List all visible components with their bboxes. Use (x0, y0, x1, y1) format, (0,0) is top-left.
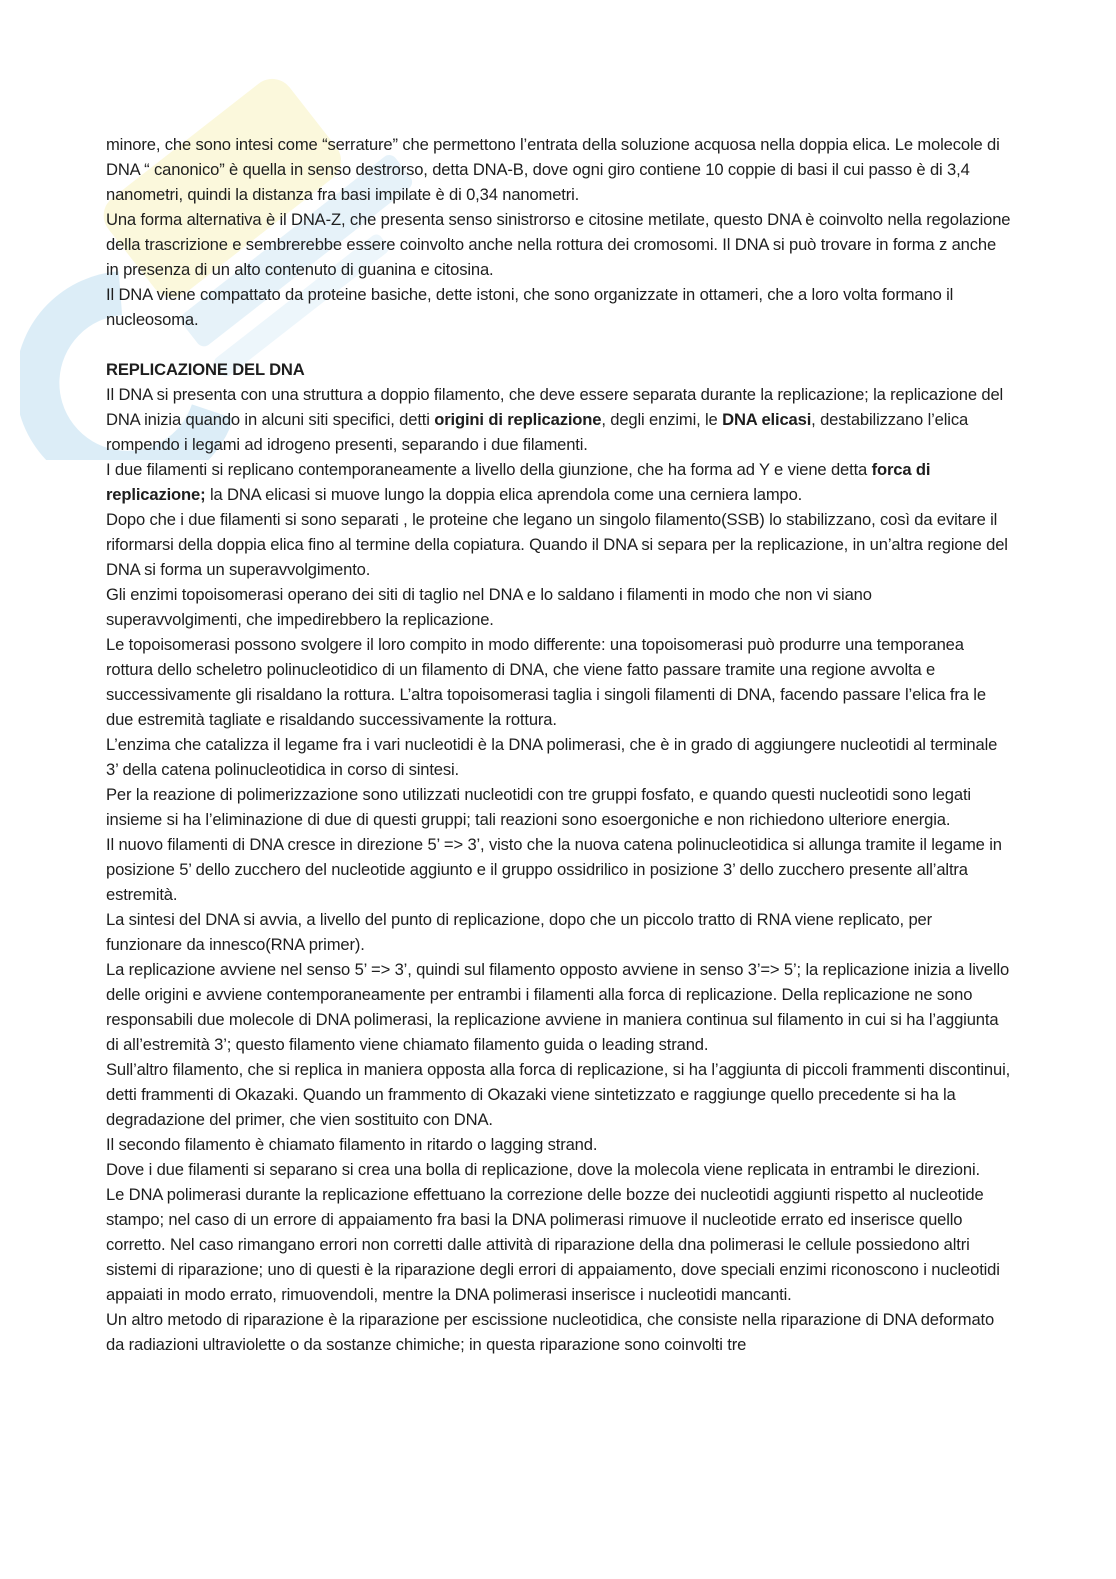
bold-term: origini di replicazione (434, 410, 602, 429)
paragraph: Una forma alternativa è il DNA-Z, che presenta senso sinistrorso e citosine metilate, questo DNA è coinvolto nella regolazione della trascrizione e sembrerebbe essere coinvolto anche nella rottura dei cromosomi. Il DNA si può trovare in forma z anche in presenza di un alto contenuto di guanina e citosina. (106, 210, 1011, 279)
paragraph: L’enzima che catalizza il legame fra i vari nucleotidi è la DNA polimerasi, che è in grado di aggiungere nucleotidi al terminale 3’ della catena polinucleotidica in corso di sintesi. (106, 735, 998, 779)
paragraph: minore, che sono intesi come “serrature” che permettono l’entrata della soluzione acquosa nella doppia elica. Le molecole di DNA “ canonico” è quella in senso destrorso, detta DNA-B, dove ogni giro contiene 10 coppie di basi il cui passo è di 3,4 nanometri, quindi la distanza fra basi impilate è di 0,34 nanometri. (106, 135, 1000, 204)
paragraph-text: , destabilizzano l’elica rompendo i legami ad idrogeno presenti, separando i due filamenti. (106, 410, 969, 454)
paragraph: Un altro metodo di riparazione è la riparazione per escissione nucleotidica, che consiste nella riparazione di DNA deformato da radiazioni ultraviolette o da sostanze chimiche; in questa riparazione sono coinvolti tre (106, 1310, 995, 1354)
paragraph: Il secondo filamento è chiamato filamento in ritardo o lagging strand. (106, 1135, 598, 1154)
paragraph: Gli enzimi topoisomerasi operano dei siti di taglio nel DNA e lo saldano i filamenti in modo che non vi siano superavvolgimenti, che impedirebbero la replicazione. (106, 585, 872, 629)
paragraph: La replicazione avviene nel senso 5’ => 3’, quindi sul filamento opposto avviene in senso 3’=> 5’; la replicazione inizia a livello delle origini e avviene contemporaneamente per entrambi i filamenti alla forca di replicazione. Della replicazione ne sono responsabili due molecole di DNA polimerasi, la replicazione avviene in maniera continua sul filamento in cui si ha l’aggiunta di all’estremità 3’; questo filamento viene chiamato filamento guida o leading strand. (106, 960, 1010, 1054)
paragraph (106, 382, 1011, 457)
bold-term: forca di replicazione; (106, 460, 931, 504)
paragraph: Il DNA viene compattato da proteine basiche, dette istoni, che sono organizzate in ottameri, che a loro volta formano il nucleosoma. (106, 285, 954, 329)
paragraph-text: la DNA elicasi si muove lungo la doppia elica aprendola come una cerniera lampo. (205, 485, 803, 504)
paragraph-text: I due filamenti si replicano contemporaneamente a livello della giunzione, che ha forma ad Y e viene detta (106, 460, 872, 479)
paragraph: Le DNA polimerasi durante la replicazione effettuano la correzione delle bozze dei nucleotidi aggiunti rispetto al nucleotide stampo; nel caso di un errore di appaiamento fra basi la DNA polimerasi rimuove il nucleotide errato ed inserisce quello corretto. Nel caso rimangano errori non corretti dalle attività di riparazione della dna polimerasi le cellule possiedono altri sistemi di riparazione; uno di questi è la riparazione degli errori di appaiamento, dove speciali enzimi riconoscono i nucleotidi appaiati in modo errato, rimuovendoli, mentre la DNA polimerasi inserisce i nucleotidi mancanti. (106, 1185, 1000, 1304)
paragraph-text: Il DNA si presenta con una struttura a doppio filamento, che deve essere separata durante la replicazione; la replicazione del DNA inizia quando in alcuni siti specifici, detti (106, 385, 1004, 429)
paragraph: Il nuovo filamenti di DNA cresce in direzione 5’ => 3’, visto che la nuova catena polinucleotidica si allunga tramite il legame in posizione 5’ dello zucchero del nucleotide aggiunto e il gruppo ossidrilico in posizione 3’ dello zucchero presente all’altra estremità. (106, 835, 1002, 904)
paragraph-text: , degli enzimi, le (601, 410, 723, 429)
paragraph (106, 457, 1011, 507)
paragraph: La sintesi del DNA si avvia, a livello del punto di replicazione, dopo che un piccolo tratto di RNA viene replicato, per funzionare da innesco(RNA primer). (106, 910, 932, 954)
document-page (106, 132, 1011, 1357)
paragraph: Dove i due filamenti si separano si crea una bolla di replicazione, dove la molecola viene replicata in entrambi le direzioni. (106, 1160, 980, 1179)
paragraph: Sull’altro filamento, che si replica in maniera opposta alla forca di replicazione, si ha l’aggiunta di piccoli frammenti discontinui, detti frammenti di Okazaki. Quando un frammento di Okazaki viene sintetizzato e raggiunge quello precedente si ha la degradazione del primer, che vien sostituito con DNA. (106, 1060, 1011, 1129)
paragraph: Le topoisomerasi possono svolgere il loro compito in modo differente: una topoisomerasi può produrre una temporanea rottura dello scheletro polinucleotidico di un filamento di DNA, che viene fatto passare tramite una regione avvolta e successivamente gli risaldano la rottura. L’altra topoisomerasi taglia i singoli filamenti di DNA, facendo passare l’elica fra le due estremità tagliate e risaldando successivamente la rottura. (106, 635, 986, 729)
bold-term: DNA elicasi (722, 410, 812, 429)
section-heading: REPLICAZIONE DEL DNA (106, 360, 305, 379)
paragraph: Per la reazione di polimerizzazione sono utilizzati nucleotidi con tre gruppi fosfato, e quando questi nucleotidi sono legati insieme si ha l’eliminazione di due di questi gruppi; tali reazioni sono esoergoniche e non richiedono ulteriore energia. (106, 785, 971, 829)
paragraph: Dopo che i due filamenti si sono separati , le proteine che legano un singolo filamento(SSB) lo stabilizzano, così da evitare il riformarsi della doppia elica fino al termine della copiatura. Quando il DNA si separa per la replicazione, in un’altra regione del DNA si forma un superavvolgimento. (106, 510, 1008, 579)
